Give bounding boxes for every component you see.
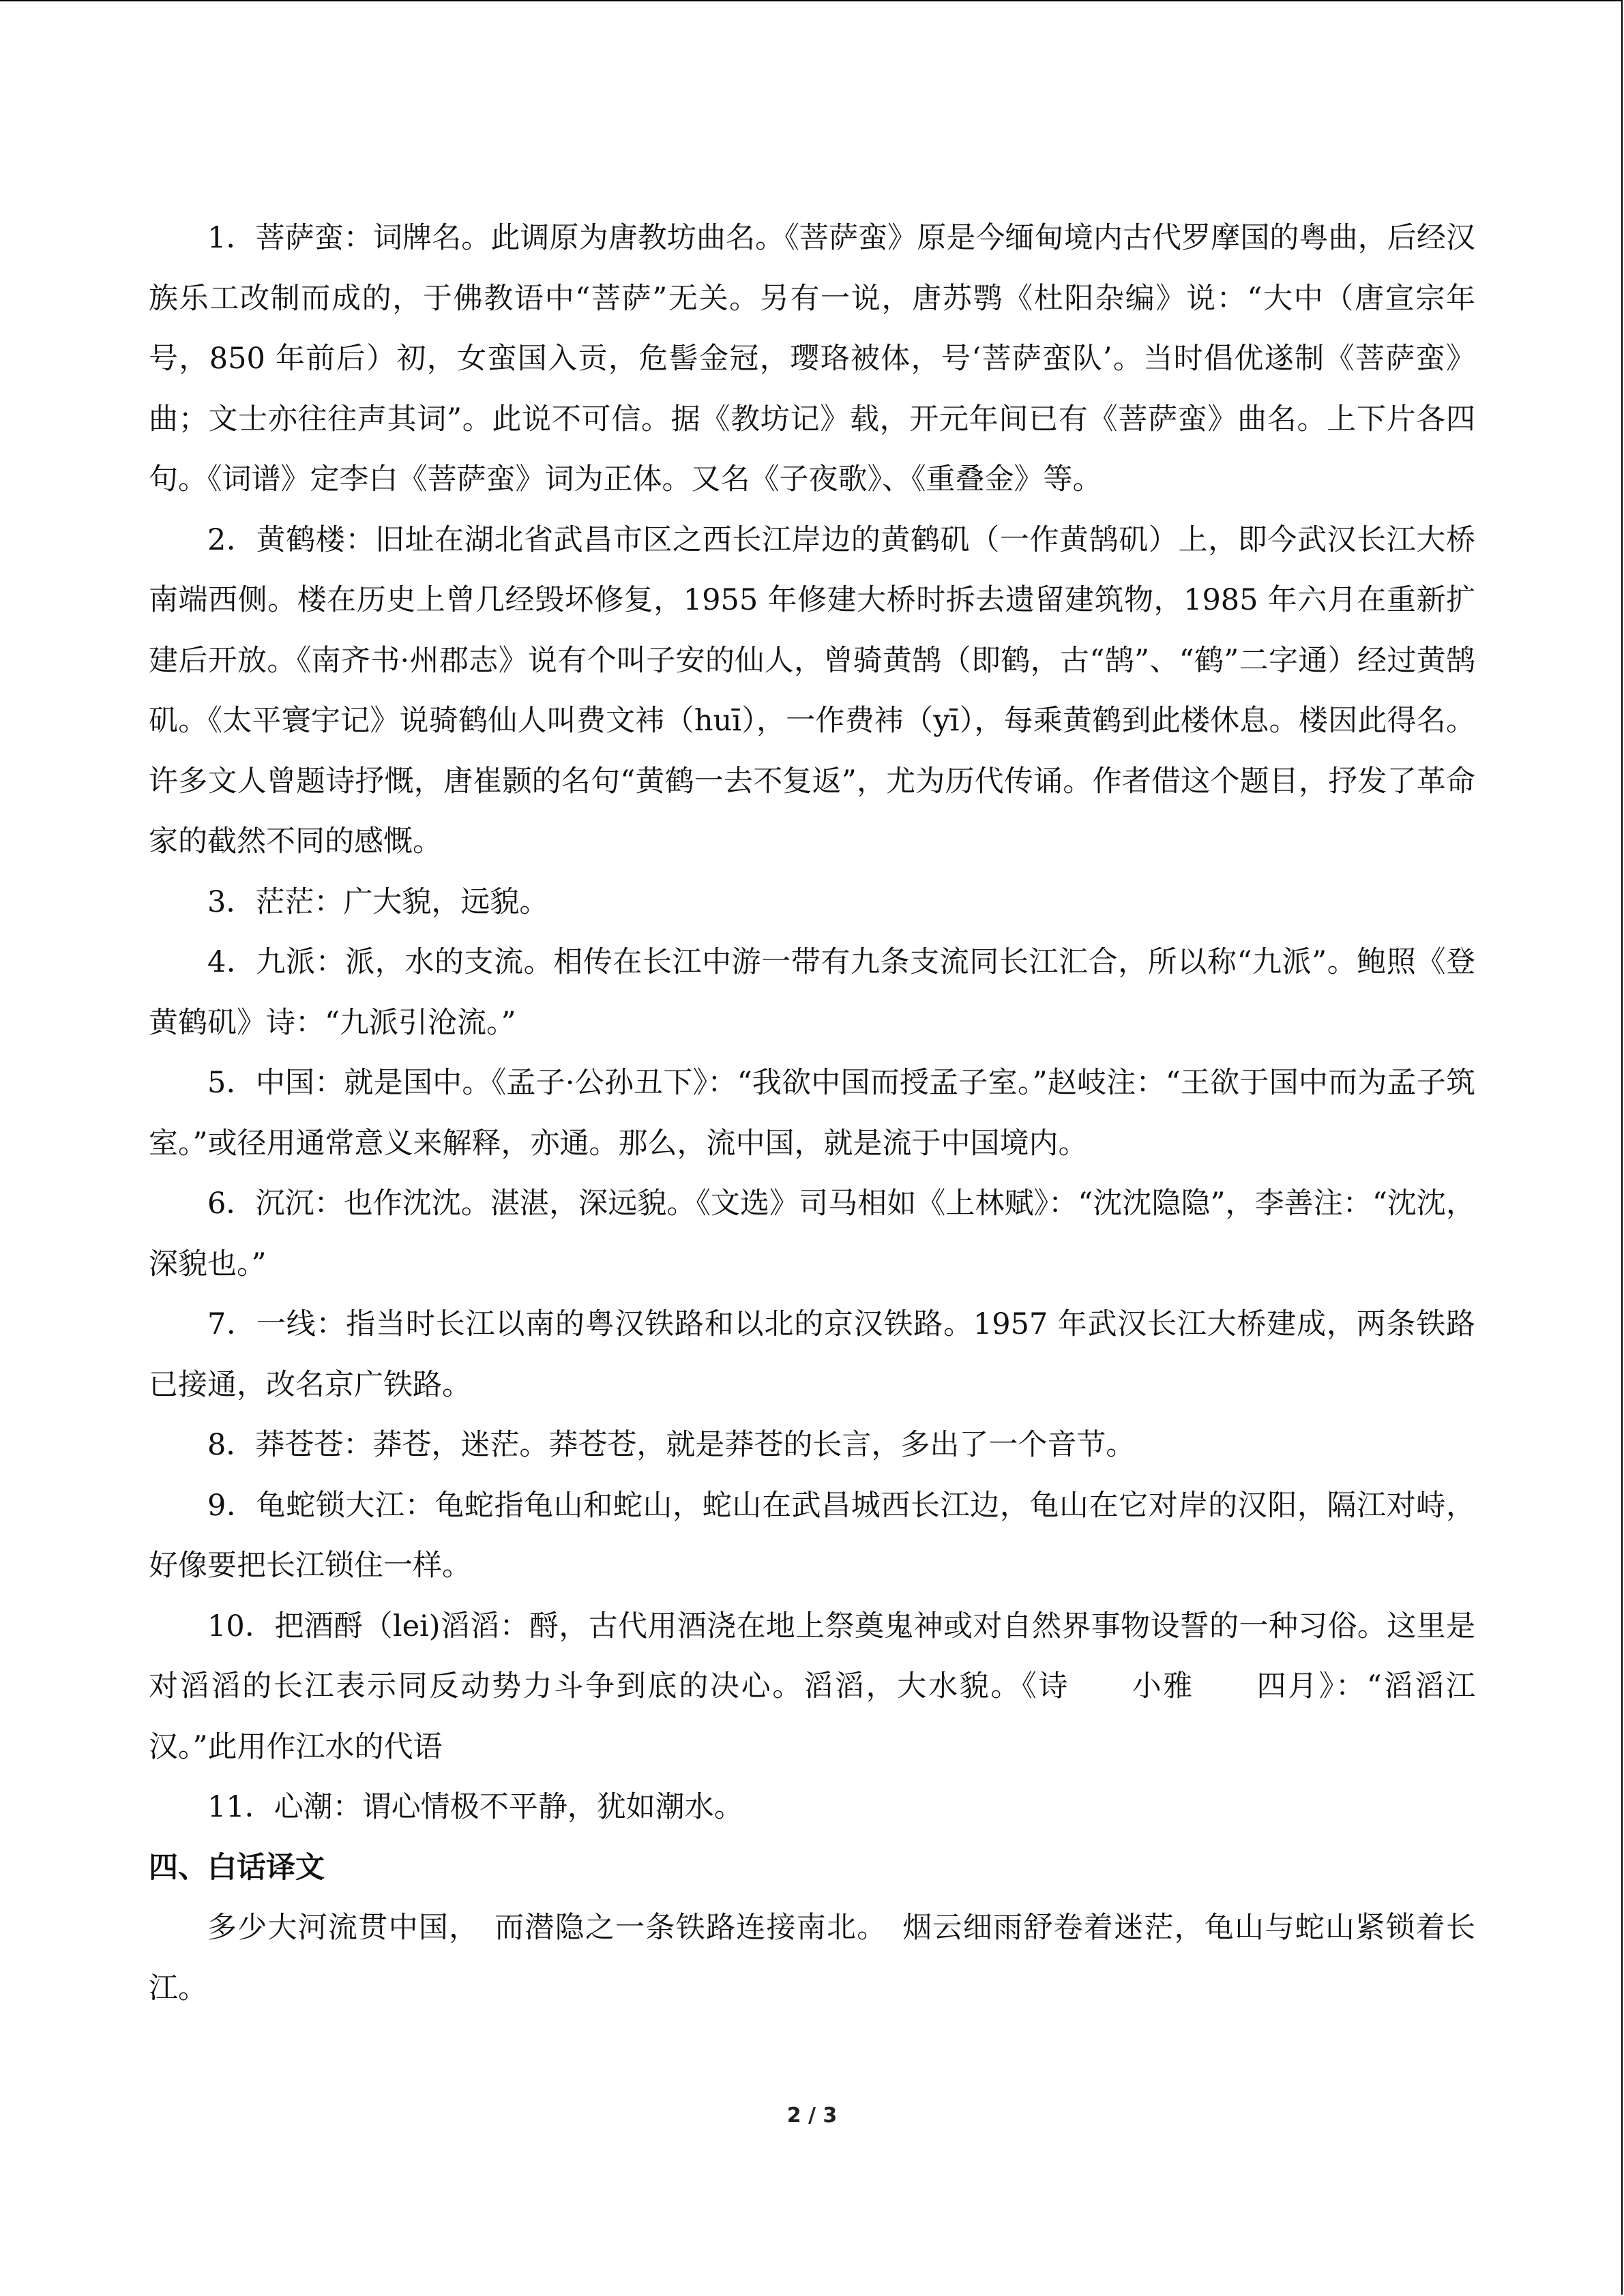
note-10: 10．把酒酹（lei)滔滔：酹，古代用酒浇在地上祭奠鬼神或对自然界事物设誓的一种习俗。这里是对滔滔的长江表示同反动势力斗争到底的决心。滔滔，大水貌。《诗 小雅 四月》：“滔滔江汉。”此用作江水的代语 [149,1609,1475,1764]
note-5: 5．中国：就是国中。《孟子·公孙丑下》：“我欲中国而授孟子室。”赵岐注：“王欲于国中而为孟子筑室。”或径用通常意义来解释，亦通。那么，流中国，就是流于中国境内。 [149,1066,1475,1161]
note-1: 1．菩萨蛮：词牌名。此调原为唐教坊曲名。《菩萨蛮》原是今缅甸境内古代罗摩国的粤曲，后经汉族乐工改制而成的，于佛教语中“菩萨”无关。另有一说，唐苏鹗《杜阳杂编》说：“大中（唐宣宗年号，850 年前后）初，女蛮国入贡，危髻金冠，璎珞被体，号‘菩萨蛮队’。当时倡优遂制《菩萨蛮》曲；文士亦往往声其词”。此说不可信。据《教坊记》载，开元年间已有《菩萨蛮》曲名。上下片各四句。《词谱》定李白《菩萨蛮》词为正体。又名《子夜歌》、《重叠金》等。 [149,221,1475,496]
note-3: 3．茫茫：广大貌，远貌。 [207,884,549,919]
document-body [149,208,1475,2018]
note-8: 8．莽苍苍：莽苍，迷茫。莽苍苍，就是莽苍的长言，多出了一个音节。 [207,1428,1136,1462]
note-9: 9．龟蛇锁大江：龟蛇指龟山和蛇山，蛇山在武昌城西长江边，龟山在它对岸的汉阳，隔江对峙，好像要把长江锁住一样。 [149,1488,1475,1583]
note-11: 11．心潮：谓心情极不平静，犹如潮水。 [207,1790,743,1824]
note-6: 6．沉沉：也作沈沈。湛湛，深远貌。《文选》司马相如《上林赋》：“沈沈隐隐”，李善注：“沈沈，深貌也。” [149,1187,1475,1281]
note-4: 4．九派：派，水的支流。相传在长江中游一带有九条支流同长江汇合，所以称“九派”。鲍照《登黄鹤矶》诗：“九派引沧流。” [149,945,1475,1040]
translation-paragraph: 多少大河流贯中国， 而潜隐之一条铁路连接南北。 烟云细雨舒卷着迷茫，龟山与蛇山紧锁着长江。 [149,1911,1475,2006]
note-7: 7．一线：指当时长江以南的粤汉铁路和以北的京汉铁路。1957 年武汉长江大桥建成，两条铁路已接通，改名京广铁路。 [149,1307,1475,1402]
note-2: 2．黄鹤楼：旧址在湖北省武昌市区之西长江岸边的黄鹤矶（一作黄鹄矶）上，即今武汉长江大桥南端西侧。楼在历史上曾几经毁坏修复，1955 年修建大桥时拆去遗留建筑物，1985 年六月在重新扩建后开放。《南齐书·州郡志》说有个叫子安的仙人，曾骑黄鹄（即鹤，古“鹄”、“鹤”二字通）经过黄鹄矶。《太平寰宇记》说骑鹤仙人叫费文袆（huī），一作费袆（yī），每乘黄鹤到此楼休息。楼因此得名。许多文人曾题诗抒慨，唐崔颢的名句“黄鹤一去不复返”，尤为历代传诵。作者借这个题目，抒发了革命家的截然不同的感慨。 [149,522,1475,859]
page-number: 2 / 3 [786,2104,838,2128]
section-heading: 四、白话译文 [149,1850,325,1885]
